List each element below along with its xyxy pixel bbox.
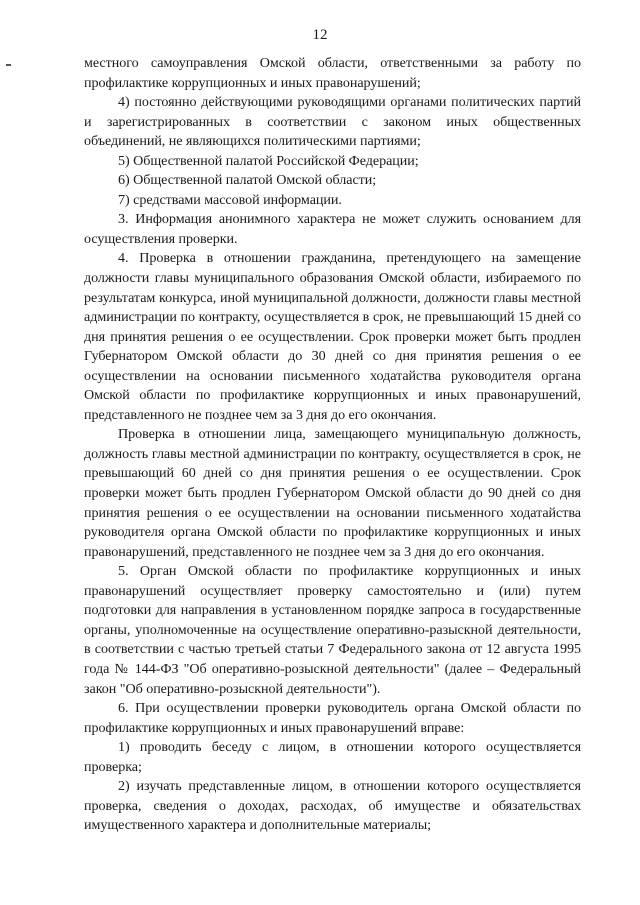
document-body [84, 54, 581, 836]
page-number: 12 [312, 27, 328, 43]
paragraph-item-6-omsk-chamber: 6) Общественной палатой Омской области; [118, 172, 377, 189]
paragraph-item-5-rf-chamber: 5) Общественной палатой Российской Федерации; [118, 152, 419, 169]
paragraph-item-4-parties: 4) постоянно действующими руководящими органами политических партий и зарегистрированных в соответствии с законом иных общественных объединений, не являющихся политическими партиями; [84, 94, 581, 150]
paragraph-item-7-media: 7) средствами массовой информации. [118, 191, 342, 208]
margin-mark [6, 64, 11, 66]
paragraph-clause-3: 3. Информация анонимного характера не может служить основанием для осуществления проверки. [84, 211, 581, 247]
paragraph-clause-4-continued: Проверка в отношении лица, замещающего муниципальную должность, должность главы местной администрации по контракту, осуществляется в срок, не превышающий 60 дней со дня принятия решения о ее осуществлении. Срок проверки может быть продлен Губернатором Омской области до 90 дней со дня принятия решения о ее осуществлении на основании письменного ходатайства руководителя органа Омской области по профилактике коррупционных и иных правонарушений, представленного не позднее чем за 3 дня до его окончания. [84, 426, 581, 560]
paragraph-clause-5: 5. Орган Омской области по профилактике коррупционных и иных правонарушений осуществляет проверку самостоятельно и (или) путем подготовки для направления в установленном порядке запроса в государственные органы, уполномоченные на осуществление оперативно-разыскной деятельности, в соответствии с частью третьей статьи 7 Федерального закона от 12 августа 1995 года № 144-ФЗ "Об оперативно-розыскной деятельности" (далее – Федеральный закон "Об оперативно-розыскной деятельности"). [84, 563, 581, 697]
paragraph-clause-6: 6. При осуществлении проверки руководитель органа Омской области по профилактике коррупционных и иных правонарушений вправе: [84, 700, 581, 736]
paragraph-continuation: местного самоуправления Омской области, ответственными за работу по профилактике коррупционных и иных правонарушений; [84, 55, 581, 91]
paragraph-clause-4: 4. Проверка в отношении гражданина, претендующего на замещение должности главы муниципального образования Омской области, избираемого по результатам конкурса, иной муниципальной должности, должности главы местной администрации по контракту, осуществляется в срок, не превышающий 15 дней со дня принятия решения о ее осуществлении. Срок проверки может быть продлен Губернатором Омской области до 30 дней со дня принятия решения о ее осуществлении на основании письменного ходатайства руководителя органа Омской области по профилактике коррупционных и иных правонарушений, представленного не позднее чем за 3 дня до его окончания. [84, 250, 581, 423]
paragraph-clause-6-item-1: 1) проводить беседу с лицом, в отношении которого осуществляется проверка; [84, 739, 581, 775]
paragraph-clause-6-item-2: 2) изучать представленные лицом, в отношении которого осуществляется проверка, сведения о доходах, расходах, об имуществе и обязательствах имущественного характера и дополнительные материалы; [84, 778, 581, 834]
